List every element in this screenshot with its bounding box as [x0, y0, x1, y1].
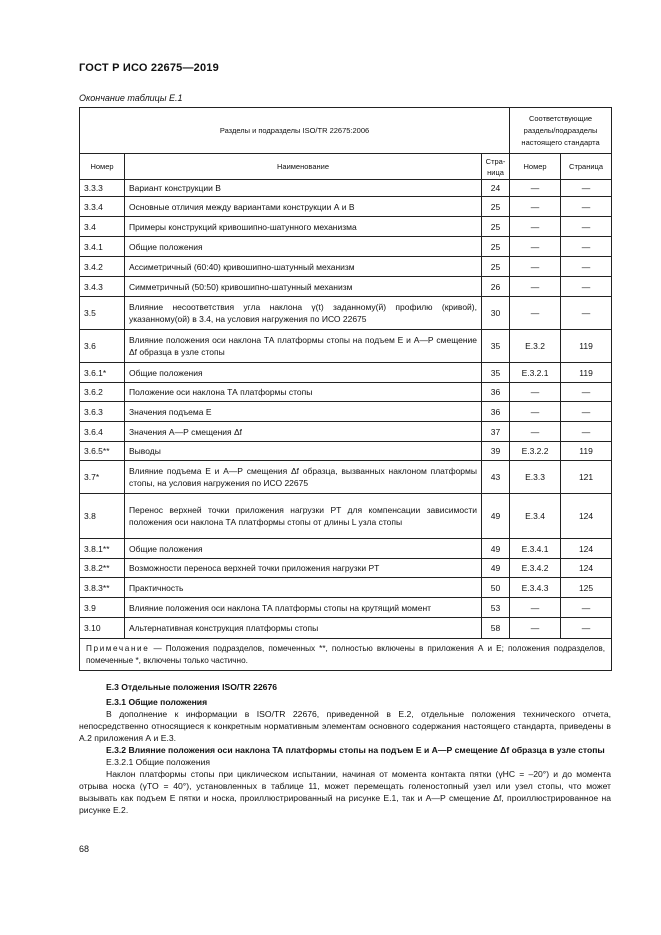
page-number: 68 [79, 844, 90, 854]
row-name: Перенос верхней точки приложения нагрузки PT для компенсации зависимости положения оси наклона ТА платформы стопы от длины L узла стопы [125, 494, 482, 539]
row-number: 3.7* [80, 461, 125, 494]
row-name: Выводы [125, 442, 482, 461]
col-header-page2: Страница [561, 154, 612, 180]
row-name: Возможности переноса верхней точки приложения нагрузки PT [125, 559, 482, 578]
table-row [80, 297, 612, 330]
row-number: 3.4.1 [80, 237, 125, 257]
section-e3 [79, 681, 611, 816]
row-name: Значения А—Р смещения Δf [125, 422, 482, 442]
document-header: ГОСТ Р ИСО 22675—2019 [79, 62, 219, 74]
col-header-page: Стра-ница [482, 154, 510, 180]
row-name: Практичность [125, 578, 482, 598]
section-e321-text: Наклон платформы стопы при циклическом испытании, начиная от момента контакта пятки (γHC = –20°) и до момента отрыва носка (γTO = 40°), установленных в таблице 11, может перемещать голеностопный узел или узел стопы, что может вызывать как подъем Е пятки и носка, проиллюстрированный на рисунке Е.1, так и А—Р смещение Δf, проиллюстрированное на рисунке Е.2. [79, 769, 611, 815]
table-row [80, 539, 612, 559]
section-e3-title: Е.3 Отдельные положения ISO/TR 22676 [106, 682, 278, 692]
row-number: 3.4 [80, 217, 125, 237]
row-name: Значения подъема Е [125, 402, 482, 422]
table-row [80, 494, 612, 539]
row-name: Примеры конструкций кривошипно-шатунного механизма [125, 217, 482, 237]
row-number: 3.8.1** [80, 539, 125, 559]
row-page2: 119 [561, 330, 612, 363]
table-row [80, 257, 612, 277]
section-e31-text: В дополнение к информации в ISO/TR 22676, приведенной в Е.2, отдельные положения технического отчета, непосредственно относящиеся к конкретным нормативным элементам основного содержания настоящего стандарта, приведены в А.2 приложения А и Е.3. [79, 709, 611, 743]
row-number: 3.5 [80, 297, 125, 330]
row-number2: — [510, 402, 561, 422]
row-number2: — [510, 297, 561, 330]
row-number: 3.6.4 [80, 422, 125, 442]
row-number2: — [510, 217, 561, 237]
row-name: Ассиметричный (60:40) кривошипно-шатунный механизм [125, 257, 482, 277]
row-number: 3.8 [80, 494, 125, 539]
note-text: — Положения подразделов, помеченных **, полностью включены в приложения А и Е; положения подразделов, помеченные *, включены только частично. [86, 643, 606, 665]
row-number2: — [510, 277, 561, 297]
row-name: Общие положения [125, 237, 482, 257]
table-caption: Окончание таблицы Е.1 [79, 93, 183, 103]
row-page: 43 [482, 461, 510, 494]
row-page: 53 [482, 598, 510, 618]
row-page2: — [561, 237, 612, 257]
row-page2: 124 [561, 494, 612, 539]
correspondence-table [79, 107, 612, 671]
row-page: 25 [482, 217, 510, 237]
head-group-left: Разделы и подразделы ISO/TR 22675:2006 [80, 108, 510, 154]
row-number2: — [510, 422, 561, 442]
row-page2: — [561, 217, 612, 237]
row-page: 36 [482, 383, 510, 402]
row-number: 3.4.3 [80, 277, 125, 297]
row-page: 35 [482, 363, 510, 383]
row-page2: — [561, 180, 612, 197]
row-page: 49 [482, 559, 510, 578]
row-page: 49 [482, 539, 510, 559]
row-page: 39 [482, 442, 510, 461]
row-number: 3.3.3 [80, 180, 125, 197]
row-number2: Е.3.2 [510, 330, 561, 363]
row-page2: 119 [561, 363, 612, 383]
row-page2: — [561, 598, 612, 618]
row-name: Общие положения [125, 363, 482, 383]
section-e321-title: Е.3.2.1 Общие положения [106, 757, 211, 767]
section-e32-title: Е.3.2 Влияние положения оси наклона ТА платформы стопы на подъем Е и А—Р смещение Δf образца в узле стопы [106, 745, 605, 755]
table-row [80, 197, 612, 217]
row-page2: 124 [561, 539, 612, 559]
row-page2: — [561, 402, 612, 422]
row-number: 3.8.2** [80, 559, 125, 578]
row-page: 25 [482, 197, 510, 217]
row-number2: — [510, 618, 561, 639]
row-page2: — [561, 197, 612, 217]
row-number: 3.10 [80, 618, 125, 639]
row-number: 3.3.4 [80, 197, 125, 217]
table-row [80, 363, 612, 383]
section-e31-title: Е.3.1 Общие положения [106, 697, 208, 707]
note-label: Примечание [86, 643, 150, 653]
row-page2: — [561, 422, 612, 442]
row-number2: Е.3.2.1 [510, 363, 561, 383]
row-number2: — [510, 383, 561, 402]
row-number2: Е.3.4.1 [510, 539, 561, 559]
table-row [80, 598, 612, 618]
table-row [80, 402, 612, 422]
table-row [80, 383, 612, 402]
row-page: 35 [482, 330, 510, 363]
row-number: 3.6.5** [80, 442, 125, 461]
row-page: 24 [482, 180, 510, 197]
row-page: 58 [482, 618, 510, 639]
head-group-right: Соответствующие разделы/подразделы настоящего стандарта [510, 108, 612, 154]
row-number2: — [510, 257, 561, 277]
row-page2: 124 [561, 559, 612, 578]
row-page2: — [561, 383, 612, 402]
row-page: 26 [482, 277, 510, 297]
row-number2: Е.3.4 [510, 494, 561, 539]
table-note [80, 639, 612, 671]
row-name: Положение оси наклона ТА платформы стопы [125, 383, 482, 402]
row-number2: Е.3.2.2 [510, 442, 561, 461]
row-name: Влияние положения оси наклона ТА платформы стопы на подъем Е и А—Р смещение Δf образца в узле стопы [125, 330, 482, 363]
row-name: Влияние положения оси наклона ТА платформы стопы на крутящий момент [125, 598, 482, 618]
row-page: 25 [482, 257, 510, 277]
col-header-number: Номер [80, 154, 125, 180]
row-name: Симметричный (50:50) кривошипно-шатунный механизм [125, 277, 482, 297]
row-number: 3.6.3 [80, 402, 125, 422]
table-row [80, 277, 612, 297]
row-number: 3.6 [80, 330, 125, 363]
table-row [80, 422, 612, 442]
row-number2: — [510, 237, 561, 257]
row-number: 3.8.3** [80, 578, 125, 598]
col-header-name: Наименование [125, 154, 482, 180]
table-row [80, 180, 612, 197]
row-number: 3.9 [80, 598, 125, 618]
row-page2: — [561, 618, 612, 639]
row-name: Альтернативная конструкция платформы стопы [125, 618, 482, 639]
row-number2: — [510, 598, 561, 618]
row-page: 50 [482, 578, 510, 598]
row-page2: — [561, 297, 612, 330]
row-number: 3.6.2 [80, 383, 125, 402]
row-name: Влияние подъема Е и А—Р смещения Δf образца, вызванных наклоном платформы стопы, на условия нагружения по ИСО 22675 [125, 461, 482, 494]
col-header-number2: Номер [510, 154, 561, 180]
row-page: 36 [482, 402, 510, 422]
row-page2: 121 [561, 461, 612, 494]
row-page: 25 [482, 237, 510, 257]
row-number2: Е.3.4.3 [510, 578, 561, 598]
row-number2: — [510, 197, 561, 217]
table-row [80, 461, 612, 494]
row-number: 3.4.2 [80, 257, 125, 277]
row-page: 49 [482, 494, 510, 539]
row-number2: Е.3.4.2 [510, 559, 561, 578]
row-name: Вариант конструкции В [125, 180, 482, 197]
table-row [80, 559, 612, 578]
row-name: Влияние несоответствия угла наклона γ(t) заданному(й) профилю (кривой), указанному(ой) в 3.4, на условия нагружения по ИСО 22675 [125, 297, 482, 330]
row-page: 30 [482, 297, 510, 330]
row-page2: 125 [561, 578, 612, 598]
row-page2: 119 [561, 442, 612, 461]
table-row [80, 217, 612, 237]
table-row [80, 442, 612, 461]
row-name: Общие положения [125, 539, 482, 559]
table-row [80, 618, 612, 639]
row-number2: — [510, 180, 561, 197]
row-number: 3.6.1* [80, 363, 125, 383]
table-row [80, 330, 612, 363]
row-number2: Е.3.3 [510, 461, 561, 494]
row-name: Основные отличия между вариантами конструкции А и В [125, 197, 482, 217]
row-page: 37 [482, 422, 510, 442]
table-row [80, 578, 612, 598]
row-page2: — [561, 257, 612, 277]
table-row [80, 237, 612, 257]
row-page2: — [561, 277, 612, 297]
